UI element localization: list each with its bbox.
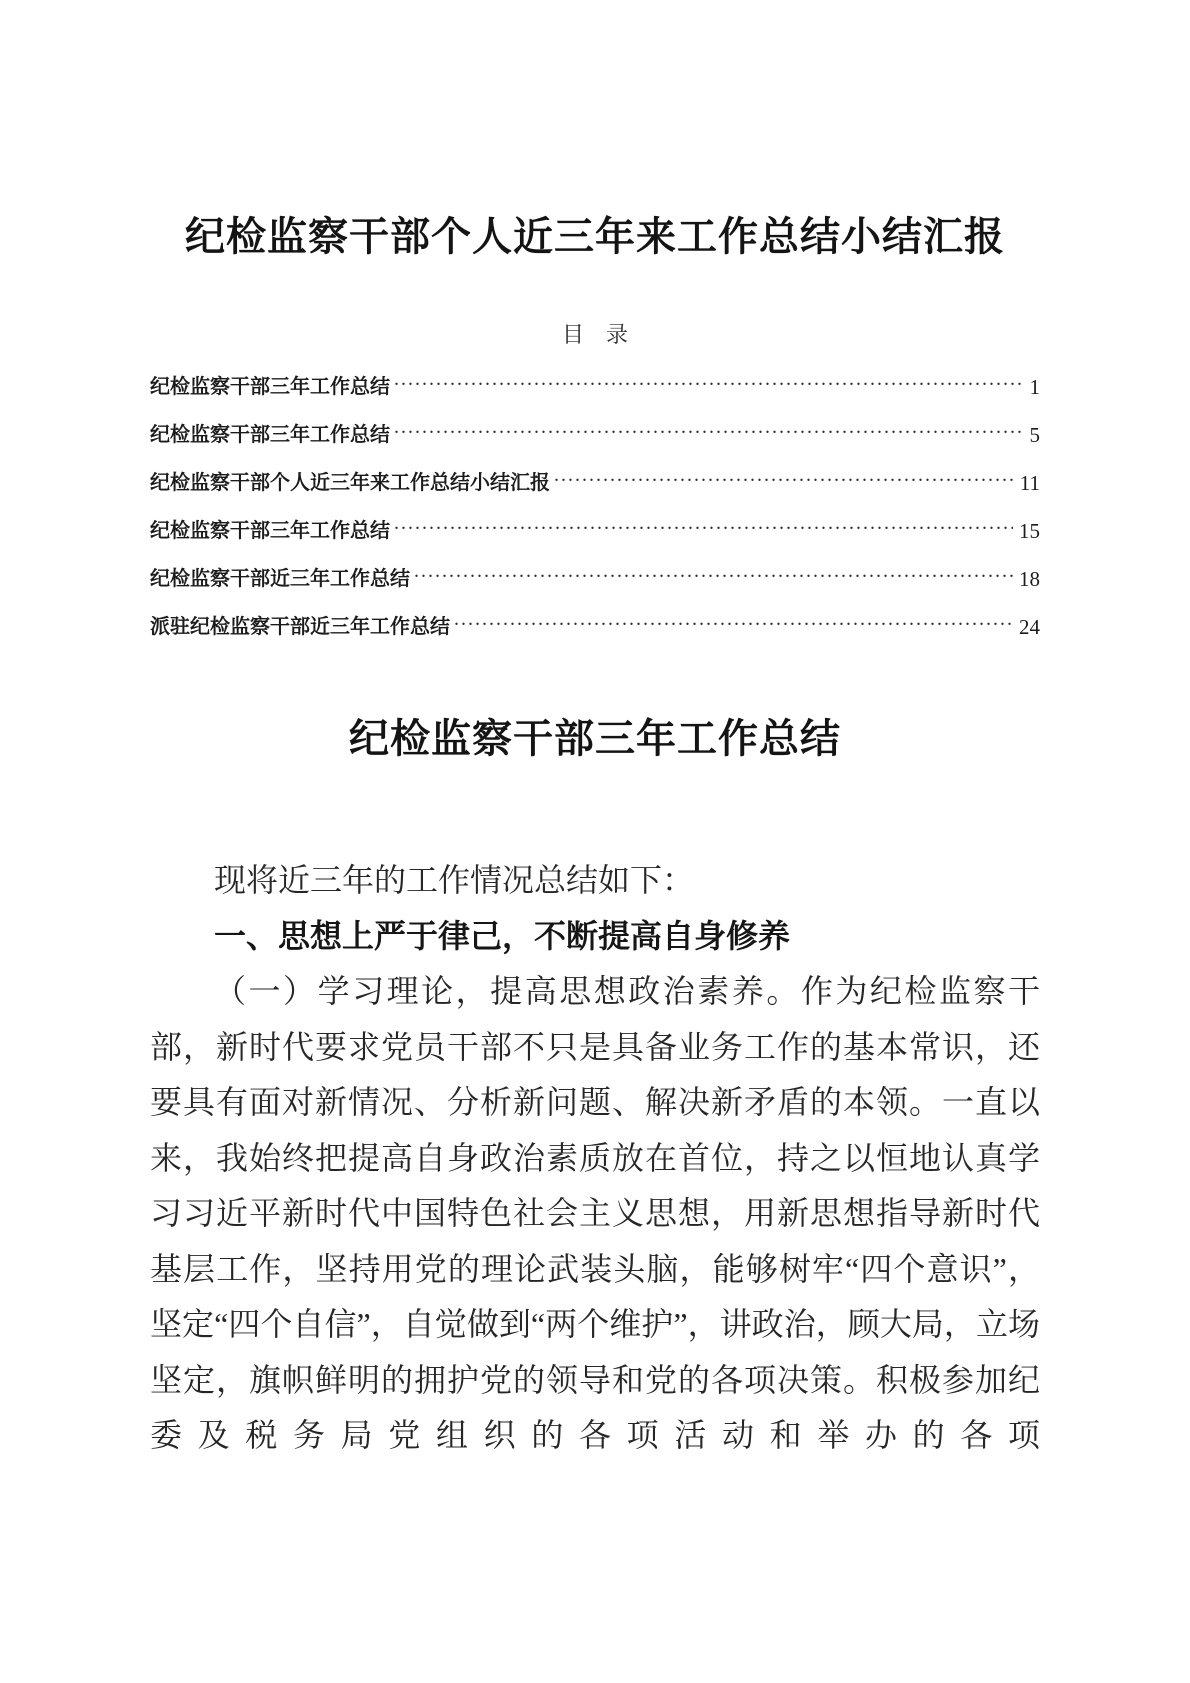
paragraph-body: （一）学习理论，提高思想政治素养。作为纪检监察干部，新时代要求党员干部不只是具备业务工作的基本常识，还要具有面对新情况、分析新问题、解决新矛盾的本领。一直以来，我始终把提高自身政治素质放在首位，持之以恒地认真学习习近平新时代中国特色社会主义思想，用新思想指导新时代基层工作，坚持用党的理论武装头脑，能够树牢“四个意识”，坚定“四个自信”，自觉做到“两个维护”，讲政治，顾大局，立场坚定，旗帜鲜明的拥护党的领导和党的各项决策。积极参加纪委及税务局党组织的各项活动和举办的各项 — [150, 973, 1040, 1453]
toc-entry — [150, 555, 1040, 603]
toc-entry — [150, 363, 1040, 411]
toc-dot-leader — [414, 555, 1013, 588]
toc-entry-label: 纪检监察干部三年工作总结 — [150, 520, 390, 542]
paragraph-subheading: 一、思想上严于律己，不断提高自身修养 — [214, 917, 791, 954]
toc-dot-leader — [454, 603, 1013, 636]
toc-entry-label: 纪检监察干部近三年工作总结 — [150, 568, 410, 590]
toc-heading: 目 录 — [561, 322, 628, 347]
toc-entry-label: 纪检监察干部三年工作总结 — [150, 376, 390, 398]
toc-entry-label: 派驻纪检监察干部近三年工作总结 — [150, 616, 450, 638]
toc-entry — [150, 603, 1040, 651]
toc-entry-page-number: 15 — [1019, 519, 1040, 543]
document-body — [150, 853, 1040, 1464]
toc-entry — [150, 459, 1040, 507]
section-heading: 纪检监察干部三年工作总结 — [349, 716, 841, 761]
paragraph-intro: 现将近三年的工作情况总结如下： — [214, 862, 695, 898]
toc-dot-leader — [394, 507, 1013, 540]
toc-entry — [150, 507, 1040, 555]
toc-dot-leader — [394, 363, 1024, 396]
document-title: 纪检监察干部个人近三年来工作总结小结汇报 — [185, 214, 1005, 259]
toc-entry-label: 纪检监察干部个人近三年来工作总结小结汇报 — [150, 472, 550, 494]
toc-dot-leader — [554, 459, 1014, 492]
table-of-contents — [150, 363, 1040, 651]
toc-dot-leader — [394, 411, 1024, 444]
toc-entry — [150, 411, 1040, 459]
toc-entry-page-number: 24 — [1019, 615, 1040, 639]
toc-entry-page-number: 1 — [1029, 375, 1040, 399]
toc-entry-page-number: 11 — [1019, 471, 1040, 495]
toc-entry-page-number: 5 — [1029, 423, 1040, 447]
toc-entry-label: 纪检监察干部三年工作总结 — [150, 424, 390, 446]
toc-entry-page-number: 18 — [1019, 567, 1040, 591]
